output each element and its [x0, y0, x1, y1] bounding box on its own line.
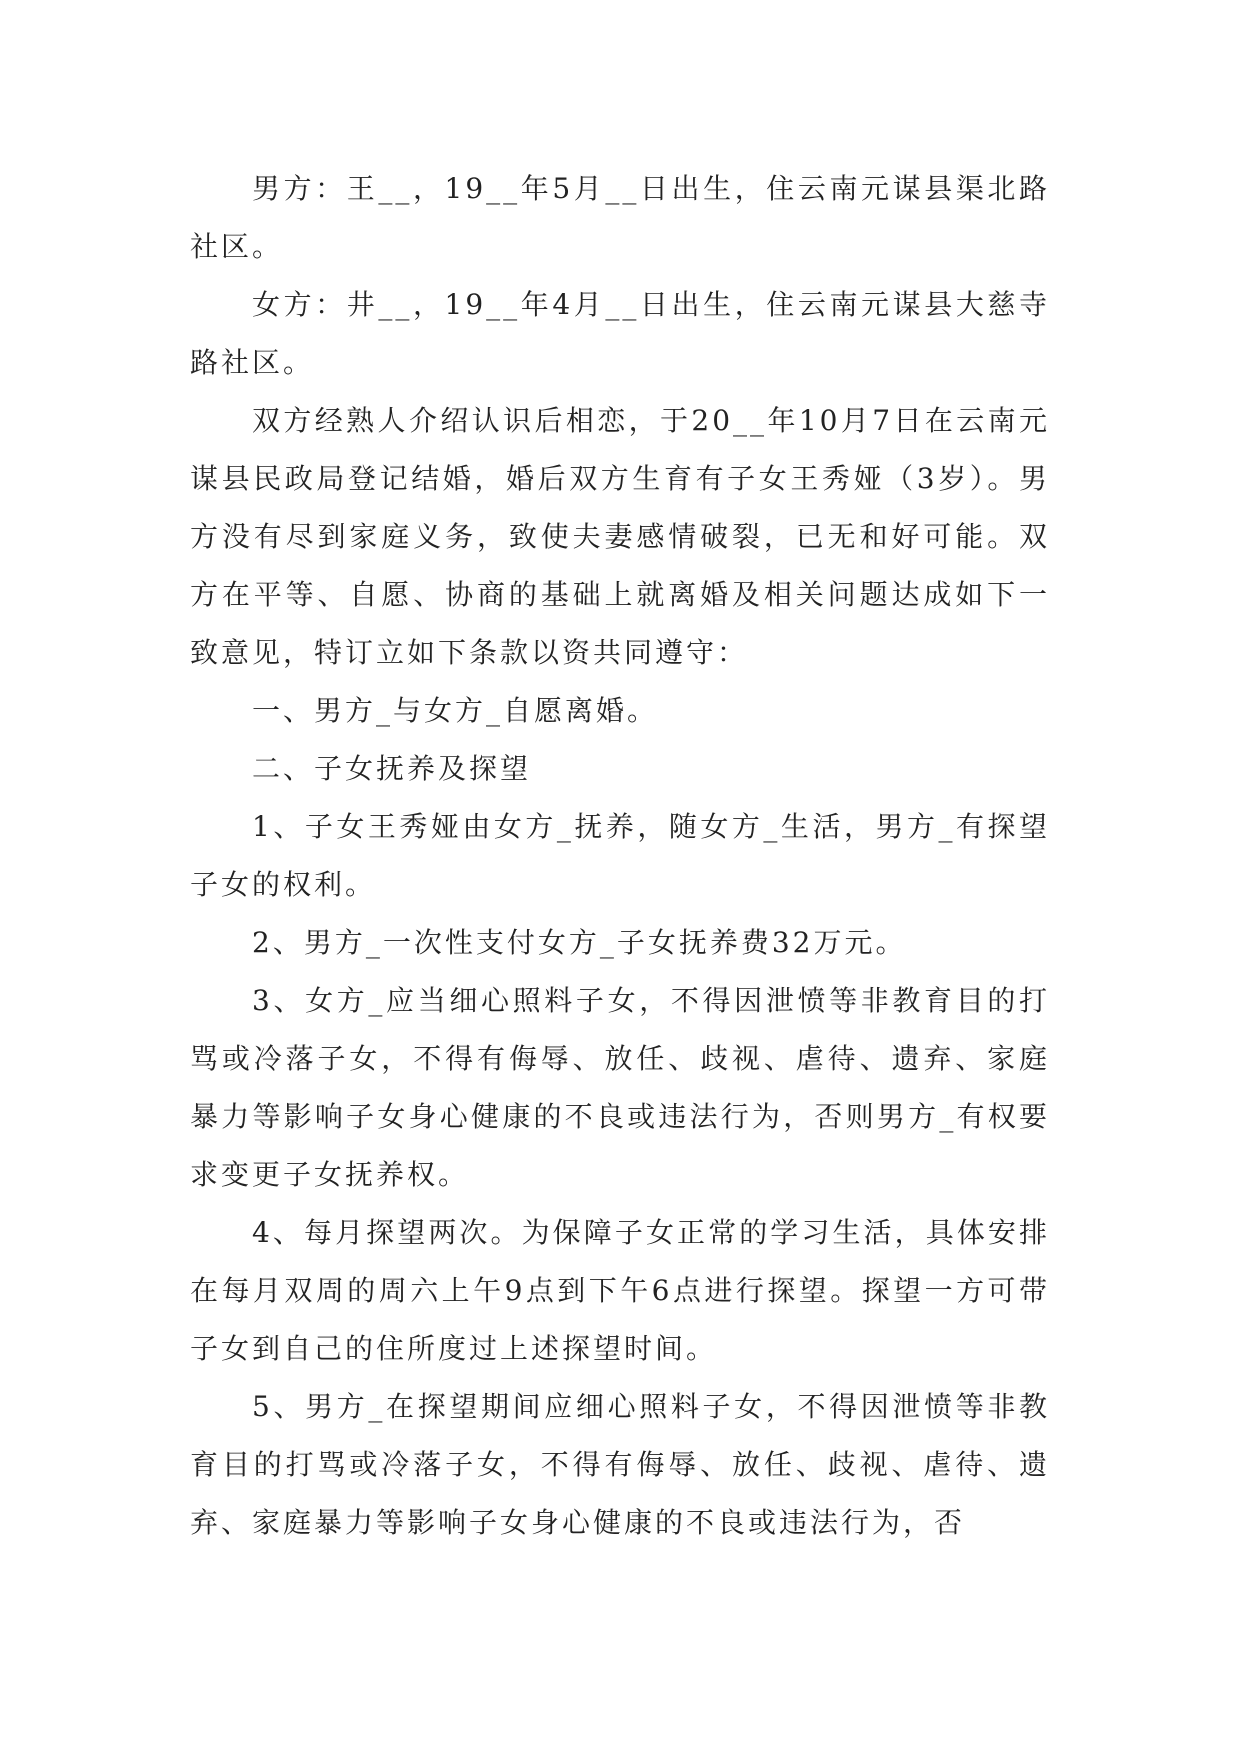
- paragraph-background: 双方经熟人介绍认识后相恋，于20__年10月7日在云南元谋县民政局登记结婚，婚后双方生育有子女王秀娅（3岁）。男方没有尽到家庭义务，致使夫妻感情破裂，已无和好可能。双方在平等、自愿、协商的基础上就离婚及相关问题达成如下一致意见，特订立如下条款以资共同遵守：: [190, 404, 1050, 669]
- paragraph-male-party: 男方：王__，19__年5月__日出生，住云南元谋县渠北路社区。: [190, 172, 1050, 263]
- clause-2-heading: 二、子女抚养及探望: [252, 752, 532, 785]
- clause-2-item-1: 1、子女王秀娅由女方_抚养，随女方_生活，男方_有探望子女的权利。: [190, 810, 1050, 901]
- paragraph-female-party: 女方：井__，19__年4月__日出生，住云南元谋县大慈寺路社区。: [190, 288, 1050, 379]
- clause-2-item-3: 3、女方_应当细心照料子女，不得因泄愤等非教育目的打骂或冷落子女，不得有侮辱、放任、歧视、虐待、遗弃、家庭暴力等影响子女身心健康的不良或违法行为，否则男方_有权要求变更子女抚养权。: [190, 984, 1050, 1191]
- clause-2-item-2: 2、男方_一次性支付女方_子女抚养费32万元。: [252, 926, 907, 959]
- clause-1-divorce: 一、男方_与女方_自愿离婚。: [252, 694, 659, 727]
- clause-2-item-4: 4、每月探望两次。为保障子女正常的学习生活，具体安排在每月双周的周六上午9点到下午6点进行探望。探望一方可带子女到自己的住所度过上述探望时间。: [190, 1216, 1050, 1365]
- clause-2-item-5: 5、男方_在探望期间应细心照料子女，不得因泄愤等非教育目的打骂或冷落子女，不得有侮辱、放任、歧视、虐待、遗弃、家庭暴力等影响子女身心健康的不良或违法行为，否: [190, 1390, 1050, 1539]
- document-body: [190, 160, 1050, 1552]
